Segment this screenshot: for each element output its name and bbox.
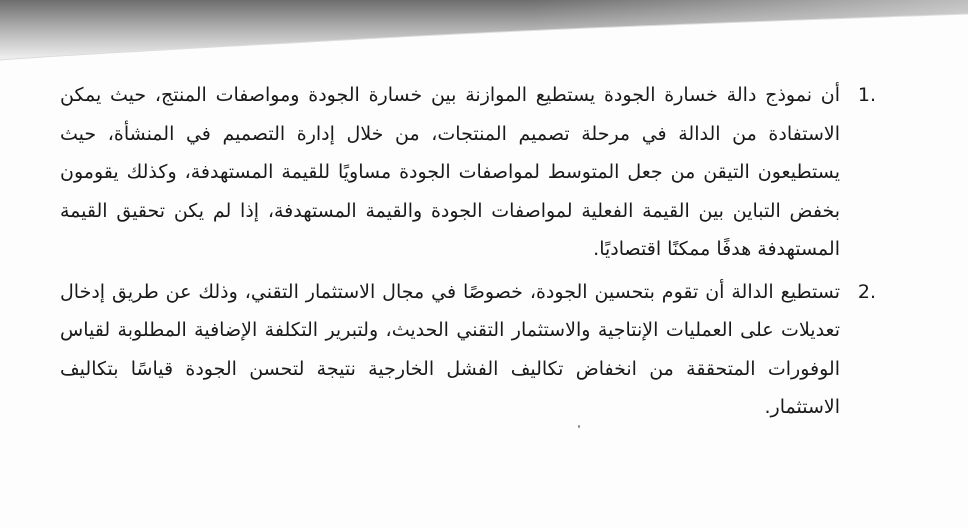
list-item-number: 2.: [857, 280, 876, 303]
numbered-list: [60, 76, 876, 431]
list-item-text: تستطيع الدالة أن تقوم بتحسين الجودة، خصوصًا في مجال الاستثمار التقني، وذلك عن طريق إدخال تعديلات على العمليات الإنتاجية والاستثمار التقني الحديث، ولتبرير التكلفة الإضافية المطلوبة لقياس الوفورات المتحققة من انخفاض تكاليف الفشل الخارجية نتيجة لتحسن الجودة قياسًا بتكاليف الاستثمار.: [60, 280, 840, 418]
list-item-number: 1.: [857, 84, 876, 106]
list-item: [60, 273, 876, 427]
page-top-shadow: [0, 0, 968, 70]
list-item: [60, 76, 876, 269]
list-item-text: أن نموذج دالة خسارة الجودة يستطيع الموازنة بين خسارة الجودة ومواصفات المنتج، حيث يمكن الاستفادة من الدالة في مرحلة تصميم المنتجات، من خلال إدارة التصميم في المنشأة، حيث يستطيعون التيقن من جعل المتوسط لمواصفات الجودة مساويًا للقيمة المستهدفة، وكذلك يقومون بخفض التباين بين القيمة الفعلية لمواصفات الجودة والقيمة المستهدفة، إذا لم يكن تحقيق القيمة المستهدفة هدفًا ممكنًا اقتصاديًا.: [60, 84, 840, 260]
scan-speck: [578, 425, 580, 428]
